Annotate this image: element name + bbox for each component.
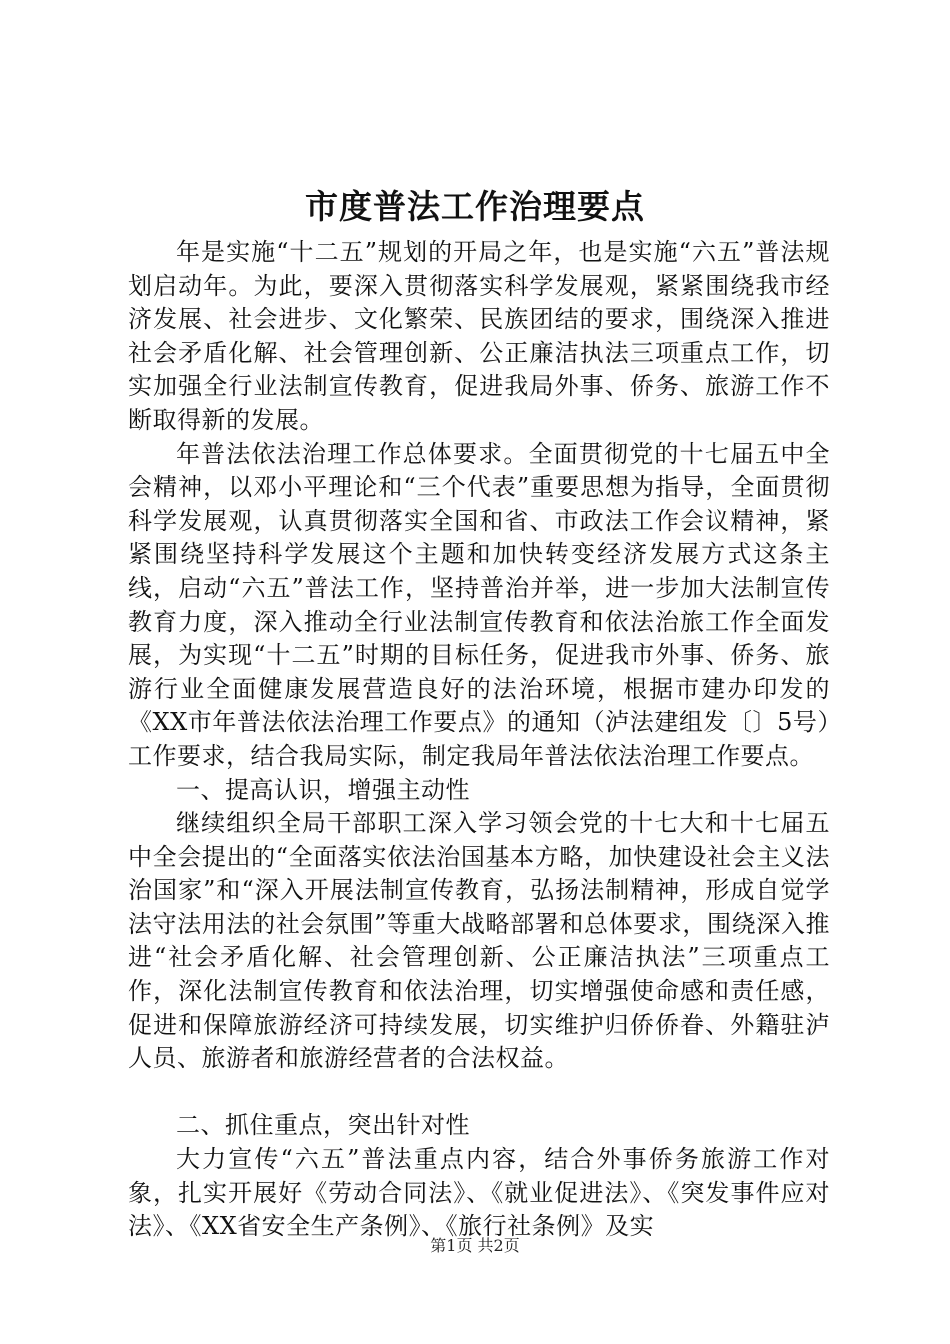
section-2-text: 大力宣传“六五”普法重点内容，结合外事侨务旅游工作对象，扎实开展好《劳动合同法》、《就业促进法》、《突发事件应对法》、《XX省安全生产条例》、《旅行社条例》及实 [128, 1145, 830, 1241]
section-2-heading: 二、抓住重点，突出针对性 [176, 1111, 470, 1140]
general-requirements-paragraph: 年普法依法治理工作总体要求。全面贯彻党的十七届五中全会精神，以邓小平理论和“三个代表”重要思想为指导，全面贯彻科学发展观，认真贯彻落实全国和省、市政法工作会议精神，紧紧围绕坚持科学发展这个主题和加快转变经济发展方式这条主线，启动“六五”普法工作，坚持普治并举，进一步加大法制宣传教育力度，深入推动全行业法制宣传教育和依法治旅工作全面发展，为实现“十二五”时期的目标任务，促进我市外事、侨务、旅游行业全面健康发展营造良好的法治环境，根据市建办印发的《XX市年普法依法治理工作要点》的通知（泸法建组发〔〕5号）工作要求，结合我局实际，制定我局年普法依法治理工作要点。 [128, 439, 830, 770]
page-number-footer: 第1页 共2页 [430, 1236, 520, 1255]
section-1-heading: 一、提高认识，增强主动性 [176, 775, 470, 804]
section-1-text: 继续组织全局干部职工深入学习领会党的十七大和十七届五中全会提出的“全面落实依法治国基本方略，加快建设社会主义法治国家”和“深入开展法制宣传教育，弘扬法制精神，形成自觉学法守法用法的社会氛围”等重大战略部署和总体要求，围绕深入推进“社会矛盾化解、社会管理创新、公正廉洁执法”三项重点工作，深化法制宣传教育和依法治理，切实增强使命感和责任感，促进和保障旅游经济可持续发展，切实维护归侨侨眷、外籍驻泸人员、旅游者和旅游经营者的合法权益。 [128, 809, 830, 1073]
intro-paragraph: 年是实施“十二五”规划的开局之年，也是实施“六五”普法规划启动年。为此，要深入贯彻落实科学发展观，紧紧围绕我市经济发展、社会进步、文化繁荣、民族团结的要求，围绕深入推进社会矛盾化解、社会管理创新、公正廉洁执法三项重点工作，切实加强全行业法制宣传教育，促进我局外事、侨务、旅游工作不断取得新的发展。 [128, 238, 830, 434]
document-title: 市度普法工作治理要点 [305, 187, 645, 226]
document-body [128, 236, 830, 1244]
